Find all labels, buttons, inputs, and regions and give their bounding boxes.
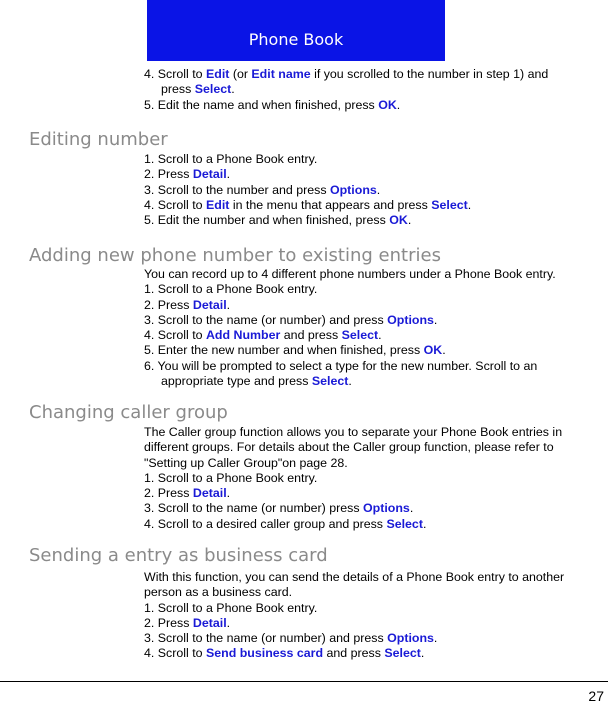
instruction-text: and press — [280, 328, 342, 343]
instruction-line — [144, 67, 606, 82]
instruction-text: press — [161, 82, 195, 97]
menu-keyword: Options — [329, 182, 377, 197]
menu-keyword: Edit name — [251, 67, 311, 81]
instruction-line — [144, 456, 606, 471]
instruction-text: 2. Press — [144, 167, 193, 182]
instruction-text: . — [231, 82, 235, 97]
menu-keyword: Select — [311, 374, 349, 389]
menu-keyword: OK — [389, 213, 408, 228]
instruction-text: . — [467, 197, 472, 212]
menu-keyword: Select — [386, 516, 423, 531]
instruction-line — [144, 631, 606, 646]
instruction-text: 2. Press — [144, 615, 193, 630]
instruction-text: different groups. For details about the Caller group function, please refer to — [144, 440, 554, 455]
steps-adding-phone-number — [144, 267, 606, 389]
instruction-line — [144, 343, 606, 358]
page-header-banner — [147, 0, 445, 61]
page-header-title: Phone Book — [248, 30, 344, 49]
instruction-line — [144, 328, 606, 343]
instruction-text: 5. Edit the number and when finished, press — [144, 213, 390, 228]
instruction-line — [144, 282, 606, 297]
instruction-line — [144, 183, 606, 198]
heading-changing-caller-group: Changing caller group — [29, 402, 228, 423]
instruction-line — [144, 359, 606, 374]
instruction-text: 3. Scroll to the name (or number) and press — [144, 312, 388, 327]
steps-editing-number — [144, 152, 606, 228]
menu-keyword: Options — [387, 312, 434, 327]
instruction-text: . — [226, 297, 231, 312]
instruction-line — [144, 646, 606, 661]
instruction-line — [144, 440, 606, 455]
instruction-text: 1. Scroll to a Phone Book entry. — [144, 470, 318, 485]
instruction-text: 3. Scroll to the name (or number) press — [144, 501, 363, 516]
instruction-text: 5. Edit the name and when finished, press — [144, 97, 379, 112]
instruction-line — [144, 570, 606, 585]
instruction-text: and press — [323, 646, 385, 661]
instruction-text: 4. Scroll to — [144, 646, 206, 661]
menu-keyword: Options — [363, 501, 410, 516]
instruction-text: 1. Scroll to a Phone Book entry. — [144, 282, 318, 297]
menu-keyword: Add Number — [205, 328, 281, 343]
instruction-line — [144, 374, 606, 389]
instruction-text: The Caller group function allows you to separate your Phone Book entries in — [144, 425, 563, 439]
instruction-text: . — [422, 516, 427, 531]
menu-keyword: Detail — [192, 615, 227, 630]
instruction-line — [144, 471, 606, 486]
instruction-text: With this function, you can send the details of a Phone Book entry to another — [144, 570, 565, 584]
menu-keyword: Edit — [205, 67, 230, 81]
menu-keyword: Detail — [192, 486, 227, 501]
menu-keyword: Edit — [205, 197, 230, 212]
instruction-text: 4. Scroll to — [144, 197, 206, 212]
steps-sending-business-card — [144, 570, 606, 662]
instruction-text: (or — [229, 67, 252, 81]
instruction-text: "Setting up Caller Group"on page 28. — [144, 455, 348, 470]
instruction-text: 2. Press — [144, 297, 193, 312]
menu-keyword: OK — [378, 97, 397, 112]
instruction-text: 5. Enter the new number and when finished, press — [144, 343, 424, 358]
menu-keyword: Select — [194, 82, 232, 97]
instruction-text: 4. Scroll to — [144, 67, 206, 81]
instruction-text: . — [376, 182, 381, 197]
instruction-line — [144, 298, 606, 313]
instruction-text: . — [433, 631, 438, 646]
menu-keyword: Detail — [192, 297, 227, 312]
instruction-line — [144, 517, 606, 532]
instruction-line — [144, 585, 606, 600]
instruction-line — [144, 486, 606, 501]
instruction-line — [144, 313, 606, 328]
instruction-text: 1. Scroll to a Phone Book entry. — [144, 600, 318, 615]
instruction-text: . — [378, 328, 382, 343]
instruction-text: . — [396, 97, 401, 112]
instruction-text: 2. Press — [144, 486, 193, 501]
instruction-text: appropriate type and press — [161, 374, 312, 389]
instruction-line — [144, 616, 606, 631]
menu-keyword: Select — [384, 646, 421, 661]
menu-keyword: Detail — [192, 167, 227, 182]
instruction-text: 4. Scroll to — [144, 328, 206, 343]
instruction-text: if you scrolled to the number in step 1) and — [310, 67, 549, 81]
instruction-line — [144, 501, 606, 516]
instruction-text: . — [420, 646, 425, 661]
instruction-text: 4. Scroll to a desired caller group and press — [144, 516, 387, 531]
menu-keyword: Select — [431, 197, 468, 212]
instruction-text: 3. Scroll to the name (or number) and press — [144, 631, 388, 646]
heading-sending-business-card: Sending a entry as business card — [29, 545, 328, 566]
instruction-line — [144, 601, 606, 616]
menu-keyword: Send business card — [205, 646, 324, 661]
page-number: 27 — [588, 688, 604, 704]
footer-divider — [0, 681, 608, 682]
menu-keyword: Select — [341, 328, 379, 343]
instruction-line — [144, 167, 606, 182]
instruction-text: . — [407, 213, 412, 228]
instruction-line — [144, 267, 606, 282]
instruction-text: . — [226, 167, 231, 182]
instruction-text: . — [226, 615, 231, 630]
instruction-text: 6. You will be prompted to select a type for the new number. Scroll to an — [144, 358, 538, 373]
instruction-text: . — [442, 343, 446, 358]
heading-adding-phone-number: Adding new phone number to existing entries — [29, 245, 441, 266]
instruction-text: in the menu that appears and press — [229, 197, 432, 212]
instruction-line — [144, 425, 606, 440]
instruction-text: . — [409, 501, 414, 516]
instruction-text: . — [433, 312, 438, 327]
menu-keyword: OK — [423, 343, 443, 358]
continued-steps — [144, 67, 606, 113]
menu-keyword: Options — [387, 631, 434, 646]
instruction-text: 3. Scroll to the number and press — [144, 182, 330, 197]
instruction-line — [144, 152, 606, 167]
instruction-line — [144, 198, 606, 213]
instruction-line — [144, 98, 606, 113]
instruction-text: You can record up to 4 different phone numbers under a Phone Book entry. — [144, 267, 556, 281]
instruction-text: . — [348, 374, 352, 389]
instruction-text: . — [226, 486, 231, 501]
instruction-text: 1. Scroll to a Phone Book entry. — [144, 152, 318, 166]
instruction-text: person as a business card. — [144, 585, 293, 600]
heading-editing-number: Editing number — [29, 129, 168, 150]
instruction-line — [144, 213, 606, 228]
steps-changing-caller-group — [144, 425, 606, 532]
instruction-line — [144, 82, 606, 97]
